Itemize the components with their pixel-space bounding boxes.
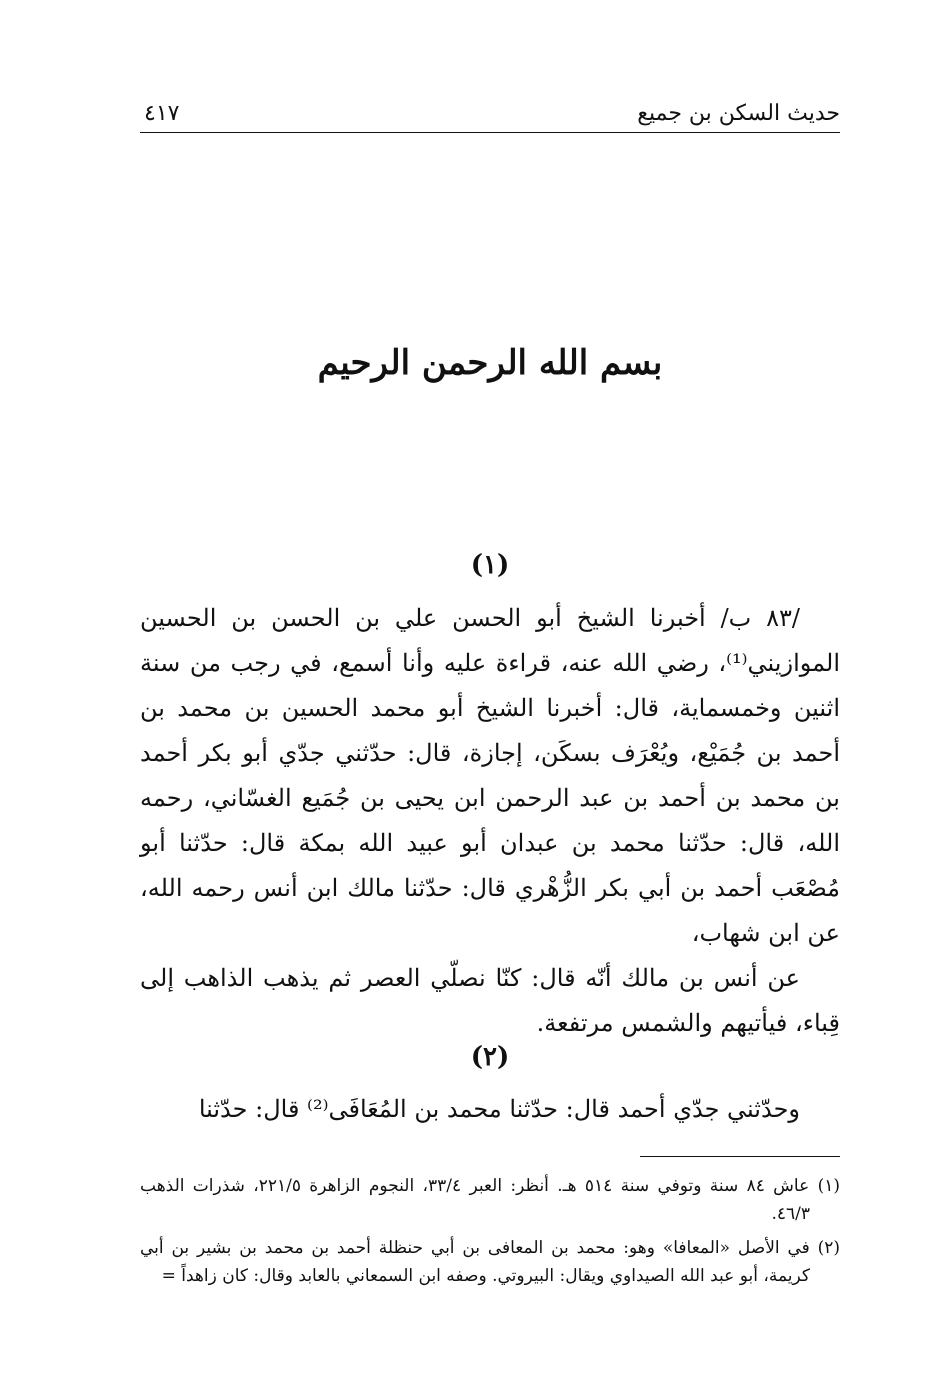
section-body-2 xyxy=(140,1087,840,1132)
running-title: حديث السكن بن جميع xyxy=(637,101,840,126)
section-number-2: (٢) xyxy=(470,1042,510,1072)
footnotes xyxy=(140,1172,840,1296)
header-rule xyxy=(140,132,840,133)
running-head xyxy=(140,98,840,132)
basmala-heading: بسم الله الرحمن الرحيم xyxy=(317,343,663,383)
paragraph: /٨٣ ب/ أخبرنا الشيخ أبو الحسن علي بن الحسن بن الحسين الموازيني⁽¹⁾، رضي الله عنه، قراءة عليه وأنا أسمع، في رجب من سنة اثنين وخمسماية، قال: أخبرنا الشيخ أبو محمد الحسين بن محمد بن أحمد بن جُمَيْع، ويُعْرَف بسكَن، إجازة، قال: حدّثني جدّي أبو بكر أحمد بن محمد بن أحمد بن عبد الرحمن ابن يحيى بن جُمَيع الغسّاني، رحمه الله، قال: حدّثنا محمد بن عبدان أبو عبيد الله بمكة قال: حدّثنا أبو مُصْعَب أحمد بن أبي بكر الزُّهْري قال: حدّثنا مالك ابن أنس رحمه الله، عن ابن شهاب، xyxy=(140,604,841,947)
section-body-1 xyxy=(140,596,840,1046)
paragraph: وحدّثني جدّي أحمد قال: حدّثنا محمد بن المُعَافَى⁽²⁾ قال: حدّثنا xyxy=(198,1095,800,1123)
section-number-1: (١) xyxy=(470,550,510,580)
page-number: ٤١٧ xyxy=(144,101,180,126)
footnote-1: (١) عاش ٨٤ سنة وتوفي سنة ٥١٤ هـ. أنظر: العبر ٣٣/٤، النجوم الزاهرة ٢٢١/٥، شذرات الذهب ٤٦/٣. xyxy=(140,1176,840,1224)
paragraph: عن أنس بن مالك أنّه قال: كنّا نصلّي العصر ثم يذهب الذاهب إلى قِباء، فيأتيهم والشمس مرتفعة. xyxy=(140,964,840,1037)
footnote-2: (٢) في الأصل «المعافا» وهو: محمد بن المعافى بن أبي حنظلة أحمد بن محمد بن بشير بن أبي كريمة، أبو عبد الله الصيداوي ويقال: البيروتي. وصفه ابن السمعاني بالعابد وقال: كان زاهداً = xyxy=(140,1238,840,1286)
footnote-rule xyxy=(640,1156,840,1157)
